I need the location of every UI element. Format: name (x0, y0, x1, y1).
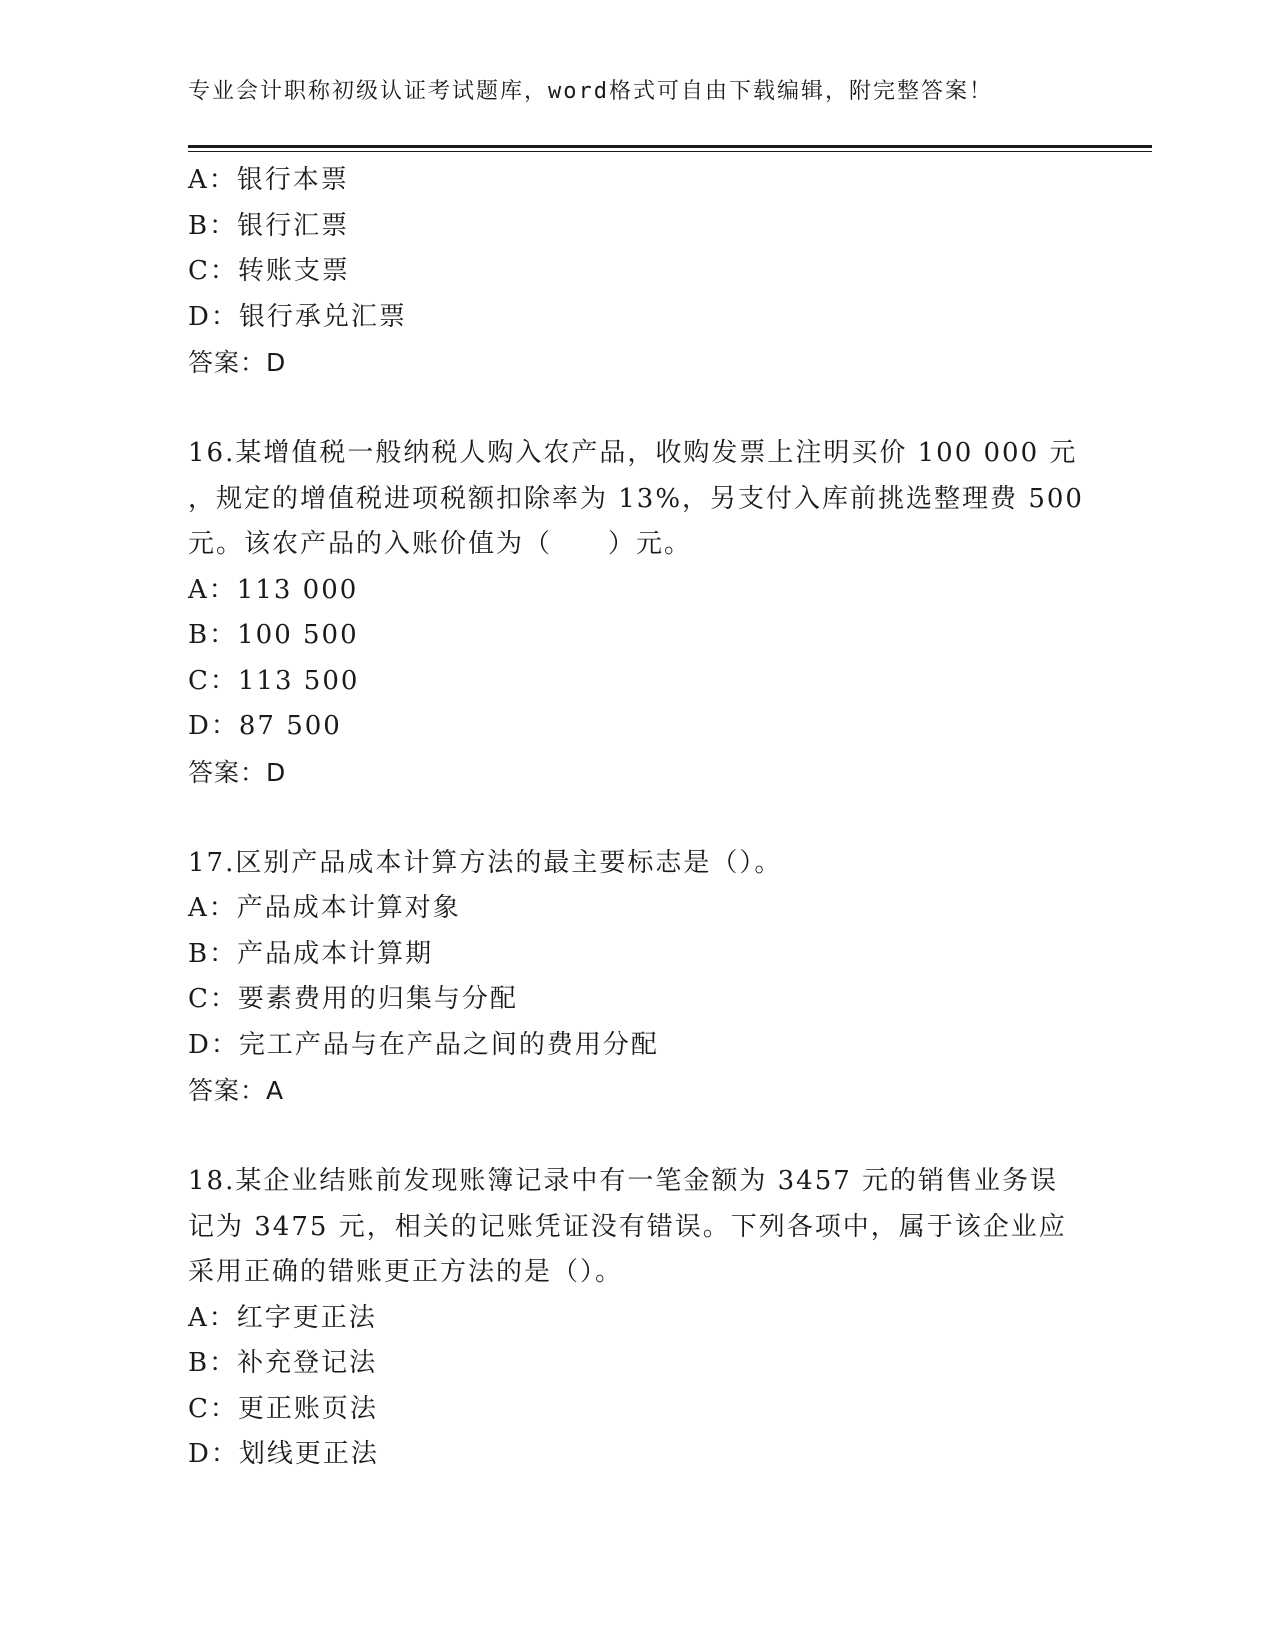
option-b: B：100 500 (188, 620, 359, 650)
option-a: A：红字更正法 (188, 1302, 377, 1333)
option-d: D：划线更正法 (188, 1439, 379, 1469)
question-16 (188, 431, 1088, 795)
header-rule-thick (188, 145, 1152, 148)
spacer (188, 795, 1088, 841)
option-b: B：产品成本计算期 (188, 938, 434, 969)
question-text-line: 元。该农产品的入账价值为（ ）元。 (188, 529, 693, 559)
spacer (188, 386, 1088, 432)
question-text-line: 记为 3475 元，相关的记账凭证没有错误。下列各项中，属于该企业应 (188, 1211, 1067, 1242)
question-15 (188, 158, 1088, 386)
option-d: D：银行承兑汇票 (188, 301, 407, 332)
spacer (188, 1114, 1088, 1160)
question-text-line: 18.某企业结账前发现账簿记录中有一笔金额为 3457 元的销售业务误 (188, 1166, 1059, 1196)
answer: 答案：D (188, 757, 287, 787)
question-18 (188, 1159, 1088, 1478)
option-b: B：银行汇票 (188, 210, 350, 241)
answer: 答案：A (188, 1076, 285, 1105)
page-header: 专业会计职称初级认证考试题库，word格式可自由下载编辑，附完整答案！ (188, 79, 993, 104)
question-text-line: 16.某增值税一般纳税人购入农产品，收购发票上注明买价 100 000 元 (188, 438, 1078, 468)
question-content (188, 158, 1088, 1478)
option-c: C：转账支票 (188, 256, 350, 286)
header-rule-thin (188, 151, 1152, 152)
option-a: A：产品成本计算对象 (188, 893, 461, 923)
answer: 答案：D (188, 348, 287, 377)
option-a: A：113 000 (188, 574, 359, 605)
option-c: C：113 500 (188, 665, 360, 696)
option-c: C：要素费用的归集与分配 (188, 984, 518, 1014)
option-d: D：87 500 (188, 711, 342, 741)
option-b: B：补充登记法 (188, 1348, 378, 1378)
option-a: A：银行本票 (188, 165, 349, 195)
question-17 (188, 841, 1088, 1114)
option-c: C：更正账页法 (188, 1393, 378, 1424)
option-d: D：完工产品与在产品之间的费用分配 (188, 1029, 659, 1060)
question-text-line: ，规定的增值税进项税额扣除率为 13%，另支付入库前挑选整理费 500 (188, 483, 1084, 514)
question-text-line: 17.区别产品成本计算方法的最主要标志是（）。 (188, 847, 783, 878)
question-text-line: 采用正确的错账更正方法的是（）。 (188, 1257, 624, 1287)
